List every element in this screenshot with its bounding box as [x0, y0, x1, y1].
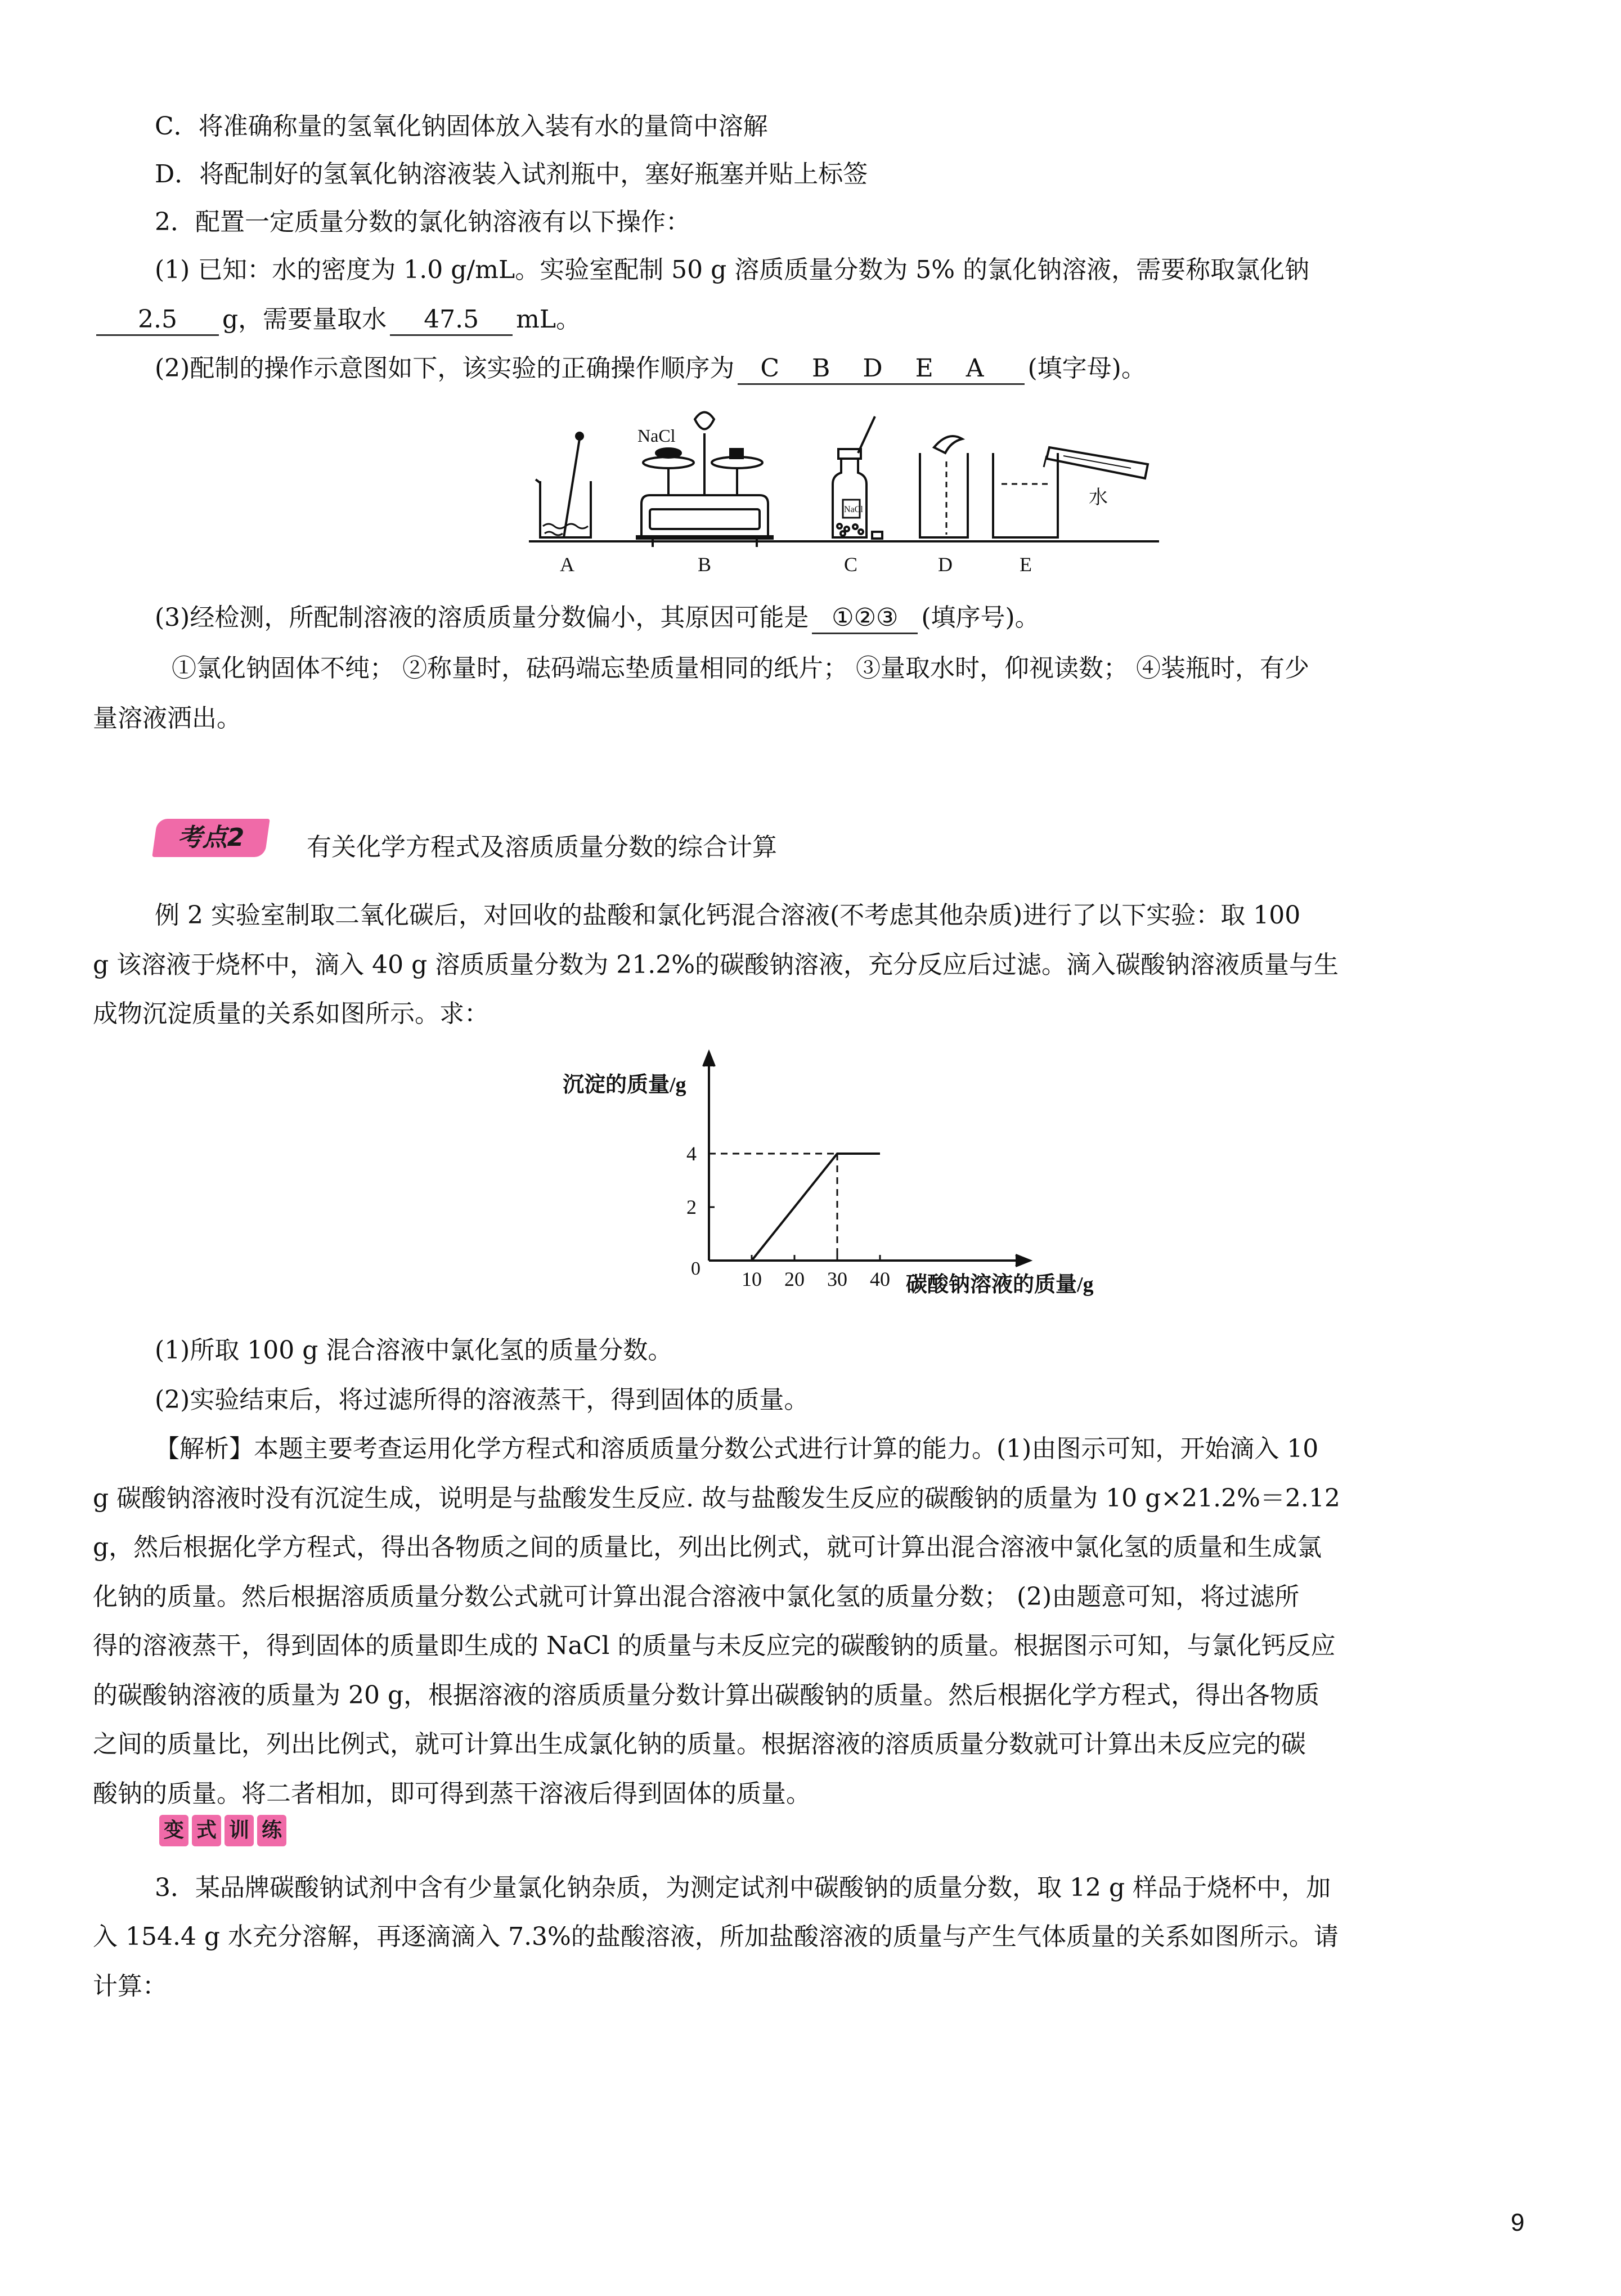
question-part-2: (2)实验结束后，将过滤所得的溶液蒸干，得到固体的质量。 — [155, 1385, 809, 1414]
lab-operation-diagram — [523, 400, 1165, 580]
bottle-label: NaCl — [844, 505, 863, 514]
label-c: C — [844, 553, 858, 576]
question-2-stem: 2．配置一定质量分数的氯化钠溶液有以下操作： — [155, 208, 690, 236]
x-tick-label: 30 — [827, 1268, 847, 1290]
analysis-line-5: 得的溶液蒸干，得到固体的质量即生成的 NaCl 的质量与未反应完的碳酸钠的质量。根据图示可知，与氯化钙反应 — [93, 1631, 1336, 1660]
option-c: C．将准确称量的氢氧化钠固体放入装有水的量筒中溶解 — [155, 112, 768, 141]
analysis-line-3: g，然后根据化学方程式，得出各物质之间的质量比，列出比例式，就可计算出混合溶液中氯化氢的质量和生成氯 — [93, 1533, 1322, 1562]
analysis-line-4: 化钠的质量。然后根据溶质质量分数公式就可计算出混合溶液中氯化氢的质量分数； (2)由题意可知，将过滤所 — [93, 1582, 1300, 1611]
answer-reasons: ①②③ — [812, 603, 918, 634]
series-line-0 — [752, 1154, 880, 1261]
x-tick-label: 20 — [784, 1268, 805, 1290]
problem-3-line-3: 计算： — [93, 1972, 167, 2001]
page-number: 9 — [1511, 2209, 1525, 2236]
y-axis-label: 沉淀的质量/g — [563, 1073, 686, 1097]
reagent-bottle-illustration — [833, 416, 882, 539]
question-2-options: ①氯化钠固体不纯； ②称量时，砝码端忘垫质量相同的纸片； ③量取水时，仰视读数； ④装瓶时，有少 — [172, 654, 1309, 683]
x-tick-label: 10 — [742, 1268, 762, 1290]
option-d: D．将配制好的氢氧化钠溶液装入试剂瓶中，塞好瓶塞并贴上标签 — [155, 160, 868, 189]
analysis-line-8: 酸钠的质量。将二者相加，即可得到蒸干溶液后得到固体的质量。 — [93, 1779, 811, 1808]
section-badge: 考点2 — [152, 819, 270, 857]
answer-order: CBDEA — [738, 354, 1024, 385]
label-b: B — [698, 553, 712, 576]
y-tick-label: 4 — [686, 1142, 697, 1165]
example-2-line-3: 成物沉淀质量的关系如图所示。求： — [93, 999, 489, 1028]
question-2-part-3: (3)经检测，所配制溶液的溶质质量分数偏小，其原因可能是 ①②③ (填序号)。 — [155, 601, 1621, 635]
x-axis-arrow — [1016, 1255, 1030, 1266]
label-d: D — [938, 553, 953, 576]
y-axis-arrow — [703, 1052, 715, 1066]
precipitate-mass-chart — [540, 1035, 1187, 1306]
answer-water-volume: 47.5 — [390, 305, 513, 336]
practice-badge: 变 式 训 练 — [159, 1815, 286, 1849]
beaker-paper-illustration — [920, 436, 968, 537]
beaker-stir-illustration — [536, 433, 591, 537]
y-tick-label: 2 — [686, 1196, 697, 1218]
problem-3-line-2: 入 154.4 g 水充分溶解，再逐滴滴入 7.3%的盐酸溶液，所加盐酸溶液的质量与产生气体质量的关系如图所示。请 — [93, 1922, 1339, 1951]
nacl-balance-label: NaCl — [637, 425, 676, 446]
answer-nacl-mass: 2.5 — [96, 305, 219, 336]
question-2-part-1: (1) 已知：水的密度为 1.0 g/mL。实验室配制 50 g 溶质质量分数为 5% 的氯化钠溶液，需要称取氯化钠 — [155, 255, 1310, 284]
question-2-part-2: (2)配制的操作示意图如下，该实验的正确操作顺序为 CBDEA (填字母)。 — [155, 352, 1621, 385]
example-2-line-2: g 该溶液于烧杯中，滴入 40 g 溶质质量分数为 21.2%的碳酸钠溶液，充分反应后过滤。滴入碳酸钠溶液质量与生 — [93, 950, 1339, 979]
analysis-line-6: 的碳酸钠溶液的质量为 20 g，根据溶液的溶质质量分数计算出碳酸钠的质量。然后根据化学方程式，得出各物质 — [93, 1681, 1320, 1710]
analysis-line-2: g 碳酸钠溶液时没有沉淀生成，说明是与盐酸发生反应. 故与盐酸发生反应的碳酸钠的质量为 10 g×21.2%＝2.12 — [93, 1484, 1340, 1513]
x-tick-label: 40 — [870, 1268, 890, 1290]
label-e: E — [1020, 553, 1032, 576]
label-a: A — [560, 553, 574, 576]
section-title: 有关化学方程式及溶质质量分数的综合计算 — [307, 833, 777, 862]
analysis-line-7: 之间的质量比，列出比例式，就可计算出生成氯化钠的质量。根据溶液的溶质质量分数就可计算出未反应完的碳 — [93, 1730, 1306, 1759]
analysis-line-1: 【解析】本题主要考查运用化学方程式和溶质质量分数公式进行计算的能力。(1)由图示可知，开始滴入 10 — [155, 1434, 1319, 1463]
x-axis-label: 碳酸钠溶液的质量/g — [906, 1273, 1094, 1297]
problem-3-line-1: 3．某品牌碳酸钠试剂中含有少量氯化钠杂质，为测定试剂中碳酸钠的质量分数，取 12 g 样品于烧杯中，加 — [155, 1873, 1331, 1902]
water-label: 水 — [1089, 487, 1108, 508]
question-2-part-1-cont: 2.5 g，需要量取水 47.5 mL。 — [93, 303, 1621, 337]
example-2-line-1: 例 2 实验室制取二氧化碳后，对回收的盐酸和氯化钙混合溶液(不考虑其他杂质)进行了以下实验：取 100 — [155, 901, 1301, 930]
pour-water-illustration — [993, 447, 1148, 537]
question-part-1: (1)所取 100 g 混合溶液中氯化氢的质量分数。 — [155, 1336, 673, 1365]
origin-label: 0 — [691, 1258, 701, 1279]
question-2-options-cont: 量溶液洒出。 — [93, 704, 241, 733]
